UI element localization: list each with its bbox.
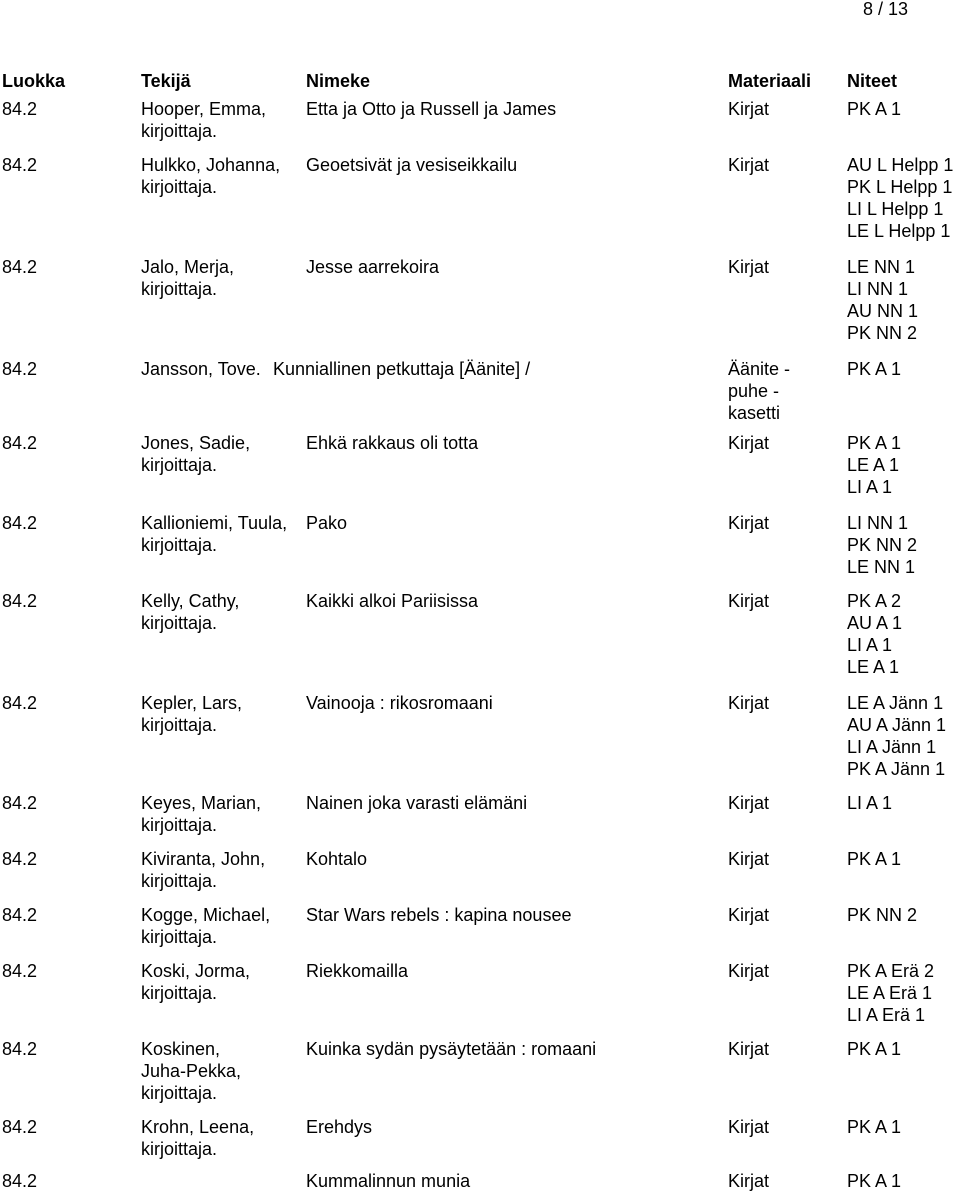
notes-cell <box>847 358 960 380</box>
class-cell: 84.2 <box>2 849 38 869</box>
author-cell-line: kirjoittaja. <box>141 177 218 197</box>
class-cell: 84.2 <box>2 359 38 379</box>
notes-cell-line: PK A 1 <box>847 1039 902 1059</box>
material-cell-line: Kirjat <box>728 155 770 175</box>
title-cell: Pako <box>306 513 348 533</box>
material-cell <box>728 154 828 176</box>
notes-cell-line: PK A 1 <box>847 433 902 453</box>
material-cell <box>728 512 828 534</box>
notes-cell-line: AU A 1 <box>847 613 903 633</box>
notes-cell-line: LE A 1 <box>847 455 900 475</box>
material-cell <box>728 792 828 814</box>
material-cell <box>728 1170 828 1192</box>
notes-cell <box>847 432 960 498</box>
notes-cell <box>847 1116 960 1138</box>
author-cell-line: Juha-Pekka, <box>141 1061 242 1081</box>
notes-cell-line: AU A Jänn 1 <box>847 715 947 735</box>
material-cell-line: Kirjat <box>728 793 770 813</box>
class-cell: 84.2 <box>2 1171 38 1191</box>
class-cell: 84.2 <box>2 793 38 813</box>
notes-cell <box>847 512 960 578</box>
notes-cell-line: AU NN 1 <box>847 301 919 321</box>
column-header-title: Nimeke <box>306 71 371 91</box>
title-cell: Ehkä rakkaus oli totta <box>306 433 479 453</box>
material-cell <box>728 960 828 982</box>
notes-cell-line: LI A 1 <box>847 793 893 813</box>
notes-cell-line: PK A 1 <box>847 99 902 119</box>
notes-cell-line: PK NN 2 <box>847 323 918 343</box>
author-cell-line: Keyes, Marian, <box>141 793 262 813</box>
material-cell-line: Kirjat <box>728 849 770 869</box>
author-cell <box>141 432 306 476</box>
author-cell-line: kirjoittaja. <box>141 535 218 555</box>
notes-cell-line: AU L Helpp 1 <box>847 155 954 175</box>
notes-cell <box>847 848 960 870</box>
author-cell-line: kirjoittaja. <box>141 1139 218 1159</box>
class-cell: 84.2 <box>2 1117 38 1137</box>
notes-cell-line: PK A 1 <box>847 359 902 379</box>
column-header-class: Luokka <box>2 71 66 91</box>
title-cell: Jesse aarrekoira <box>306 257 440 277</box>
material-cell-line: Kirjat <box>728 513 770 533</box>
author-cell-line: Kiviranta, John, <box>141 849 266 869</box>
material-cell-line: Kirjat <box>728 1171 770 1191</box>
material-cell-line: Kirjat <box>728 99 770 119</box>
author-cell-line: Kepler, Lars, <box>141 693 243 713</box>
material-cell-line: Kirjat <box>728 905 770 925</box>
author-cell <box>141 904 306 948</box>
notes-cell <box>847 1038 960 1060</box>
material-cell <box>728 432 828 454</box>
material-cell-line: Kirjat <box>728 1117 770 1137</box>
column-header-material: Materiaali <box>728 71 812 91</box>
title-cell: Riekkomailla <box>306 961 409 981</box>
notes-cell <box>847 692 960 780</box>
material-cell-line: Kirjat <box>728 433 770 453</box>
notes-cell-line: LE A Erä 1 <box>847 983 933 1003</box>
notes-cell-line: LI NN 1 <box>847 513 909 533</box>
notes-cell-line: LI A 1 <box>847 477 893 497</box>
notes-cell-line: PK A 1 <box>847 1117 902 1137</box>
material-cell-line: Kirjat <box>728 257 770 277</box>
author-cell-line: kirjoittaja. <box>141 613 218 633</box>
author-cell-line: Jansson, Tove. <box>141 359 261 379</box>
author-cell-line: kirjoittaja. <box>141 121 218 141</box>
author-cell <box>141 1116 306 1160</box>
title-cell: Kaikki alkoi Pariisissa <box>306 591 479 611</box>
author-cell-line: Kelly, Cathy, <box>141 591 240 611</box>
material-cell <box>728 692 828 714</box>
class-cell: 84.2 <box>2 257 38 277</box>
material-cell-line: Kirjat <box>728 1039 770 1059</box>
notes-cell-line: LE NN 1 <box>847 557 916 577</box>
title-cell: Kummalinnun munia <box>306 1171 471 1191</box>
author-cell <box>141 848 306 892</box>
page-indicator: 8 / 13 <box>862 0 908 19</box>
title-cell: Vainooja : rikosromaani <box>306 693 493 713</box>
notes-cell <box>847 1170 960 1192</box>
title-cell: Kohtalo <box>306 849 368 869</box>
notes-cell-line: LE A Jänn 1 <box>847 693 944 713</box>
notes-cell-line: PK L Helpp 1 <box>847 177 953 197</box>
material-cell-line: Kirjat <box>728 961 770 981</box>
author-cell-line: Koski, Jorma, <box>141 961 251 981</box>
column-header-notes: Niteet <box>847 71 898 91</box>
material-cell <box>728 590 828 612</box>
class-cell: 84.2 <box>2 99 38 119</box>
class-cell: 84.2 <box>2 591 38 611</box>
author-cell-line: Jones, Sadie, <box>141 433 251 453</box>
material-cell <box>728 98 828 120</box>
author-cell <box>141 792 306 836</box>
author-cell-line: Koskinen, <box>141 1039 221 1059</box>
notes-cell-line: LI A Jänn 1 <box>847 737 937 757</box>
notes-cell-line: PK NN 2 <box>847 905 918 925</box>
notes-cell-line: LE NN 1 <box>847 257 916 277</box>
class-cell: 84.2 <box>2 961 38 981</box>
class-cell: 84.2 <box>2 155 38 175</box>
material-cell <box>728 904 828 926</box>
title-cell: Etta ja Otto ja Russell ja James <box>306 99 557 119</box>
class-cell: 84.2 <box>2 433 38 453</box>
author-cell-line: kirjoittaja. <box>141 871 218 891</box>
material-cell-line: Kirjat <box>728 591 770 611</box>
material-cell-line: Äänite - <box>728 359 791 379</box>
table-header <box>0 70 960 94</box>
material-cell <box>728 848 828 870</box>
material-cell <box>728 1116 828 1138</box>
author-cell-line: Kogge, Michael, <box>141 905 271 925</box>
author-cell <box>141 960 306 1004</box>
author-cell <box>141 98 306 142</box>
class-cell: 84.2 <box>2 513 38 533</box>
author-cell <box>141 692 306 736</box>
notes-cell-line: LI A Erä 1 <box>847 1005 926 1025</box>
title-cell: Geoetsivät ja vesiseikkailu <box>306 155 518 175</box>
class-cell: 84.2 <box>2 693 38 713</box>
material-cell-line: Kirjat <box>728 693 770 713</box>
material-cell-line: puhe - <box>728 381 780 401</box>
title-cell: Kunniallinen petkuttaja [Äänite] / <box>273 359 531 379</box>
author-cell-line: Hooper, Emma, <box>141 99 267 119</box>
author-cell-line: Jalo, Merja, <box>141 257 235 277</box>
title-cell: Star Wars rebels : kapina nousee <box>306 905 572 925</box>
notes-cell <box>847 590 960 678</box>
title-cell: Erehdys <box>306 1117 373 1137</box>
notes-cell-line: PK A 1 <box>847 1171 902 1191</box>
author-cell-line: Krohn, Leena, <box>141 1117 255 1137</box>
notes-cell <box>847 98 960 120</box>
author-cell <box>141 256 306 300</box>
notes-cell-line: PK NN 2 <box>847 535 918 555</box>
notes-cell-line: LI L Helpp 1 <box>847 199 944 219</box>
notes-cell-line: PK A Erä 2 <box>847 961 935 981</box>
author-cell-line: kirjoittaja. <box>141 983 218 1003</box>
notes-cell-line: LI A 1 <box>847 635 893 655</box>
title-cell: Kuinka sydän pysäytetään : romaani <box>306 1039 597 1059</box>
author-cell-line: Kallioniemi, Tuula, <box>141 513 288 533</box>
notes-cell <box>847 154 960 242</box>
notes-cell-line: LE A 1 <box>847 657 900 677</box>
author-cell <box>141 590 306 634</box>
class-cell: 84.2 <box>2 905 38 925</box>
author-cell <box>141 512 306 556</box>
notes-cell <box>847 792 960 814</box>
notes-cell <box>847 960 960 1026</box>
author-cell <box>141 1038 306 1104</box>
material-cell <box>728 1038 828 1060</box>
notes-cell-line: PK A 2 <box>847 591 902 611</box>
column-header-author: Tekijä <box>141 71 191 91</box>
notes-cell-line: PK A Jänn 1 <box>847 759 946 779</box>
notes-cell-line: LI NN 1 <box>847 279 909 299</box>
material-cell <box>728 358 828 424</box>
material-cell <box>728 256 828 278</box>
notes-cell-line: LE L Helpp 1 <box>847 221 951 241</box>
author-cell <box>141 154 306 198</box>
notes-cell-line: PK A 1 <box>847 849 902 869</box>
notes-cell <box>847 904 960 926</box>
author-cell-line: kirjoittaja. <box>141 1083 218 1103</box>
author-cell-line: Hulkko, Johanna, <box>141 155 281 175</box>
author-cell-line: kirjoittaja. <box>141 815 218 835</box>
author-cell-line: kirjoittaja. <box>141 455 218 475</box>
notes-cell <box>847 256 960 344</box>
author-cell-line: kirjoittaja. <box>141 279 218 299</box>
title-cell: Nainen joka varasti elämäni <box>306 793 528 813</box>
author-cell-line: kirjoittaja. <box>141 715 218 735</box>
author-cell-line: kirjoittaja. <box>141 927 218 947</box>
material-cell-line: kasetti <box>728 403 781 423</box>
class-cell: 84.2 <box>2 1039 38 1059</box>
